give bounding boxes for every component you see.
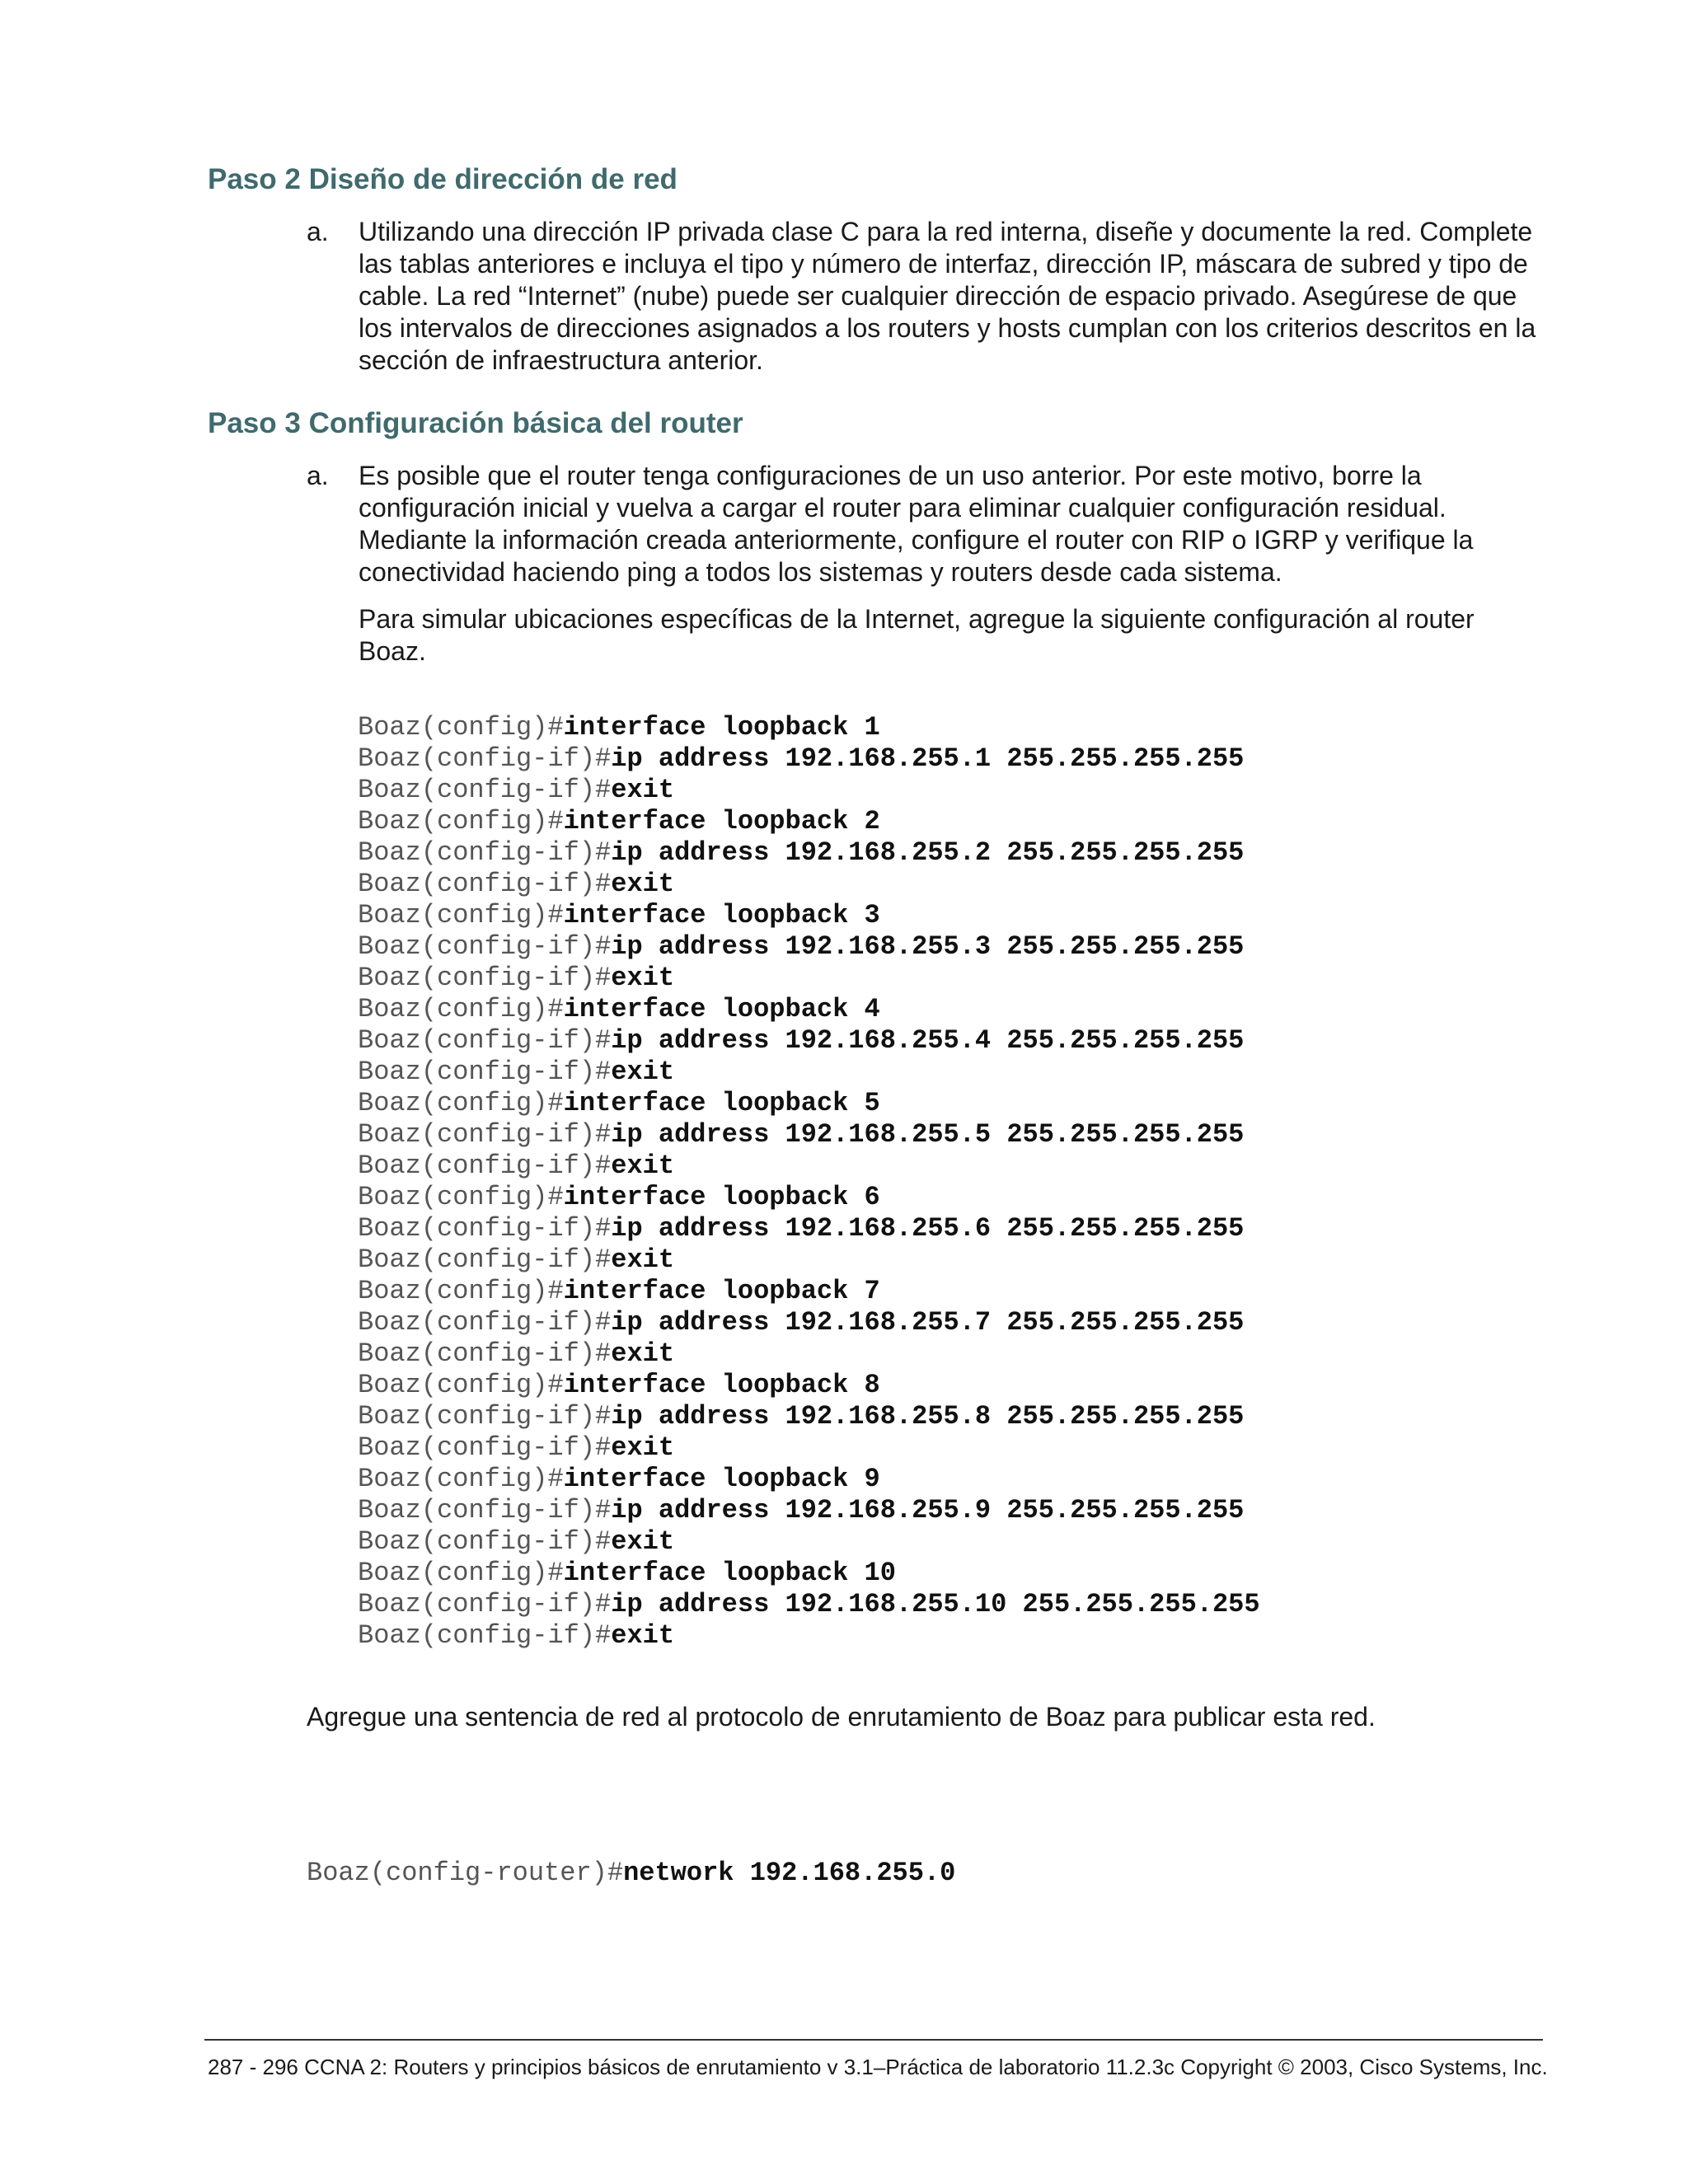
step2-paragraph: Utilizando una dirección IP privada clase C para la red interna, diseñe y documente la red. Complete las tablas anteriores e incluya el tipo y número de interfaz, dirección IP, máscara de subred y tipo de cable. La red “Internet” (nube) puede ser cualquier dirección de espacio privado. Asegúrese de que los intervalos de direcciones asignados a los routers y hosts cumplan con los criterios descritos en la sección de infraestructura anterior. [359,217,1536,375]
code-line [358,1244,1260,1276]
code-line [358,1338,1260,1370]
step3-item-a [307,460,1543,668]
cli-command: interface loopback 5 [563,1088,880,1118]
cli-command: interface loopback 8 [563,1370,880,1400]
cli-command: interface loopback 9 [563,1464,880,1494]
code-line [358,743,1260,775]
cli-prompt: Boaz(config-if)# [358,1025,612,1056]
cli-prompt: Boaz(config-if)# [358,1151,612,1181]
cli-command: exit [611,1244,675,1275]
code-line [358,1276,1260,1307]
cli-prompt: Boaz(config-if)# [358,1244,612,1275]
code-line [358,1495,1260,1526]
code-line [358,963,1260,994]
cli-prompt: Boaz(config)# [358,1558,564,1588]
code-line [358,712,1260,743]
code-line [358,1151,1260,1182]
cli-prompt: Boaz(config-if)# [358,1401,612,1432]
cli-command: interface loopback 2 [563,806,880,837]
step2-item-a [307,216,1543,377]
cli-command: interface loopback 1 [563,712,880,743]
code-line [358,869,1260,900]
cli-prompt: Boaz(config-if)# [358,869,612,899]
cli-command: ip address 192.168.255.1 255.255.255.255 [611,743,1245,774]
code-line [358,1370,1260,1401]
cli-prompt: Boaz(config)# [358,1370,564,1400]
page-footer: 287 - 296 CCNA 2: Routers y principios básicos de enrutamiento v 3.1–Práctica de laboratorio 11.2.3c Copyright © 2003, Cisco Systems, Inc. [208,2055,1548,2079]
cli-prompt: Boaz(config-if)# [358,931,612,962]
cli-prompt: Boaz(config)# [358,806,564,837]
cli-command: interface loopback 3 [563,900,880,930]
cli-prompt: Boaz(config-if)# [358,1119,612,1150]
cli-prompt: Boaz(config)# [358,1276,564,1306]
cli-command: ip address 192.168.255.9 255.255.255.255 [611,1495,1245,1526]
cli-command: interface loopback 10 [563,1558,896,1588]
cli-prompt: Boaz(config)# [358,900,564,930]
cli-command: interface loopback 4 [563,994,880,1024]
code-line [358,1401,1260,1432]
step3-heading: Paso 3 Configuración básica del router [208,407,743,439]
code-line [358,1057,1260,1088]
code-line [358,900,1260,931]
code-line [358,775,1260,806]
cli-command: exit [611,1432,675,1463]
cli-command: exit [611,963,675,993]
cli-prompt: Boaz(config)# [358,1088,564,1118]
code-line [358,1526,1260,1558]
code-line [358,931,1260,963]
network-instruction: Agregue una sentencia de red al protocolo de enrutamiento de Boaz para publicar esta red. [307,1702,1376,1732]
code-line [358,994,1260,1025]
cli-prompt: Boaz(config-if)# [358,1432,612,1463]
code-line [358,806,1260,837]
network-command [307,1795,955,1952]
cli-prompt: Boaz(config-if)# [358,743,612,774]
step3-paragraph-1: Es posible que el router tenga configuraciones de un uso anterior. Por este motivo, borre la configuración inicial y vuelva a cargar el router para eliminar cualquier configuración residual. Mediante la información creada anteriormente, configure el router con RIP o IGRP y verifique la conectividad haciendo ping a todos los sistemas y routers desde cada sistema. [359,461,1474,587]
cli-command: exit [611,1151,675,1181]
cli-command: ip address 192.168.255.3 255.255.255.255 [611,931,1245,962]
cli-command: ip address 192.168.255.2 255.255.255.255 [611,837,1245,868]
router-config-code-block [358,712,1260,1652]
code-line [358,1558,1260,1589]
cli-prompt: Boaz(config-router)# [307,1858,624,1888]
cli-prompt: Boaz(config-if)# [358,1526,612,1557]
cli-command: exit [611,1057,675,1087]
cli-command: ip address 192.168.255.4 255.255.255.255 [611,1025,1245,1056]
cli-prompt: Boaz(config)# [358,712,564,743]
code-line [358,1464,1260,1495]
cli-command: exit [611,1620,675,1651]
cli-command: interface loopback 7 [563,1276,880,1306]
step3-paragraph-2: Para simular ubicaciones específicas de la Internet, agregue la siguiente configuración al router Boaz. [359,604,1475,666]
cli-command: exit [611,775,675,805]
cli-prompt: Boaz(config-if)# [358,1589,612,1619]
cli-command: exit [611,1338,675,1369]
cli-prompt: Boaz(config-if)# [358,1057,612,1087]
code-line [358,1119,1260,1151]
code-line [358,837,1260,869]
code-line [358,1589,1260,1620]
code-line [358,1025,1260,1057]
cli-prompt: Boaz(config)# [358,994,564,1024]
code-line [358,1182,1260,1213]
cli-command: ip address 192.168.255.7 255.255.255.255 [611,1307,1245,1338]
code-line [358,1213,1260,1244]
cli-prompt: Boaz(config-if)# [358,775,612,805]
cli-command: exit [611,869,675,899]
cli-prompt: Boaz(config-if)# [358,1307,612,1338]
cli-prompt: Boaz(config-if)# [358,837,612,868]
cli-prompt: Boaz(config-if)# [358,963,612,993]
cli-command: interface loopback 6 [563,1182,880,1212]
code-line [358,1088,1260,1119]
footer-divider [204,2039,1543,2041]
code-line [358,1620,1260,1652]
code-line [358,1432,1260,1464]
list-marker: a. [307,461,329,490]
step2-heading: Paso 2 Diseño de dirección de red [208,163,678,195]
cli-command: exit [611,1526,675,1557]
cli-prompt: Boaz(config-if)# [358,1495,612,1526]
cli-prompt: Boaz(config-if)# [358,1213,612,1244]
cli-prompt: Boaz(config-if)# [358,1620,612,1651]
cli-command: ip address 192.168.255.5 255.255.255.255 [611,1119,1245,1150]
cli-prompt: Boaz(config-if)# [358,1338,612,1369]
cli-command: ip address 192.168.255.6 255.255.255.255 [611,1213,1245,1244]
cli-prompt: Boaz(config)# [358,1182,564,1212]
cli-command: ip address 192.168.255.8 255.255.255.255 [611,1401,1245,1432]
code-line [358,1307,1260,1338]
cli-prompt: Boaz(config)# [358,1464,564,1494]
list-marker: a. [307,217,329,246]
cli-command: ip address 192.168.255.10 255.255.255.255 [611,1589,1260,1619]
cli-command: network 192.168.255.0 [623,1858,956,1888]
